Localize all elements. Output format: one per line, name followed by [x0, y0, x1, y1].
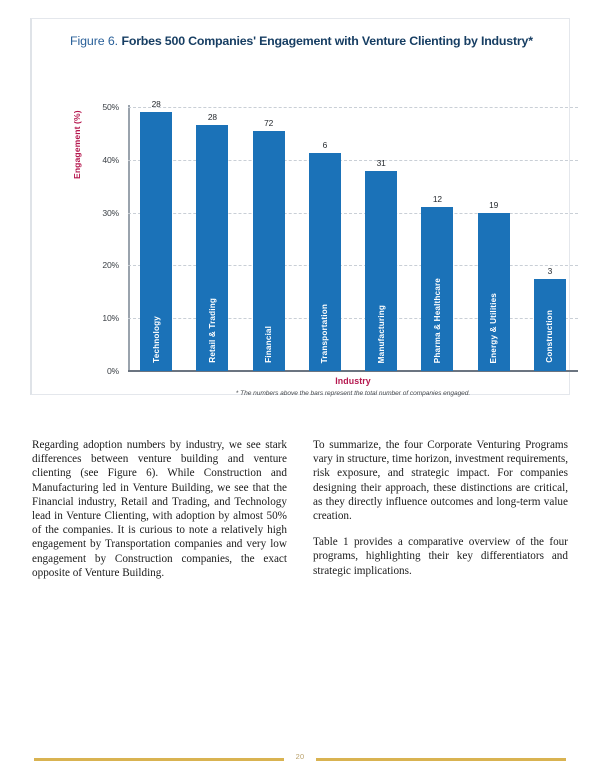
figure-card — [30, 18, 570, 395]
y-tick-label: 10% — [102, 313, 119, 324]
bar-category-label: Technology — [151, 316, 161, 363]
bar-value-label: 31 — [376, 158, 386, 169]
bar-value-label: 28 — [207, 112, 217, 123]
page-footer — [0, 752, 600, 768]
gridline — [128, 371, 578, 372]
body-column-right — [313, 438, 568, 590]
bar-category-label: Manufacturing — [376, 304, 386, 363]
figure-title-text: Forbes 500 Companies' Engagement with Venture Clienting by Industry* — [121, 34, 533, 48]
bar-category-label: Pharma & Healthcare — [432, 277, 442, 363]
bar-group[interactable] — [309, 107, 341, 371]
body-right-paragraph: Table 1 provides a comparative overview of the four programs, highlighting their key differentiators and strategic implications. — [313, 536, 568, 577]
bar[interactable] — [140, 112, 172, 371]
bar-group[interactable] — [365, 107, 397, 371]
bar-value-label: 28 — [151, 99, 161, 110]
bar-group[interactable] — [196, 107, 228, 371]
bar-value-label: 12 — [432, 194, 442, 205]
figure-title — [70, 33, 560, 49]
bar-category-label: Energy & Utilities — [489, 292, 499, 363]
bar-category-label: Financial — [264, 326, 274, 363]
bar[interactable] — [534, 279, 566, 371]
y-tick-label: 20% — [102, 260, 119, 271]
bar-value-label: 72 — [264, 117, 274, 128]
bar-group[interactable] — [478, 107, 510, 371]
bar-category-label: Construction — [545, 310, 555, 363]
body-left-paragraph: Regarding adoption numbers by industry, we see stark differences between venture building and venture clienting (see Figure 6). While Construction and Manufacturing led in Venture Building, we see that the Financial industry, Retail and Trading, and Technology lead in Venture Clienting, with adoption by almost 50% of the companies. It is curious to note a relatively high engagement by Transportation companies and very low engagement by Construction companies, the exact opposite of Venture Building. — [32, 439, 287, 579]
figure-footnote: * The numbers above the bars represent the total number of companies engaged. — [235, 390, 471, 397]
bar[interactable] — [196, 125, 228, 371]
bar-value-label: 19 — [489, 199, 499, 210]
bar-group[interactable] — [253, 107, 285, 371]
bars-layer — [128, 99, 578, 371]
bar-group[interactable] — [140, 99, 172, 371]
bar[interactable] — [421, 207, 453, 371]
body-column-left — [32, 438, 287, 592]
bar[interactable] — [253, 131, 285, 371]
figure-number: Figure 6. — [70, 34, 118, 48]
page-number: 20 — [295, 752, 305, 761]
bar-category-label: Retail & Trading — [207, 298, 217, 363]
body-right-paragraph: To summarize, the four Corporate Venturing Programs vary in structure, time horizon, investment requirements, risk exposure, and strategic impact. For companies designing their approach, these distinctions are critical, as they directly influence outcomes and long-term value creation. — [313, 439, 568, 523]
bar[interactable] — [478, 213, 510, 371]
y-tick-label: 0% — [106, 366, 119, 376]
y-tick-label: 40% — [102, 154, 119, 165]
bar[interactable] — [365, 171, 397, 371]
y-tick-label: 30% — [102, 207, 119, 218]
y-axis-title: Engagement (%) — [72, 110, 82, 179]
bar-value-label: 3 — [547, 265, 553, 276]
y-tick-label: 50% — [102, 102, 119, 112]
plot-area — [102, 99, 578, 376]
bar-category-label: Transportation — [320, 303, 330, 363]
x-axis-title: Industry — [335, 376, 371, 386]
bar[interactable] — [309, 153, 341, 371]
bar-group[interactable] — [534, 107, 566, 371]
bar-group[interactable] — [421, 107, 453, 371]
bar-value-label: 6 — [322, 139, 328, 150]
